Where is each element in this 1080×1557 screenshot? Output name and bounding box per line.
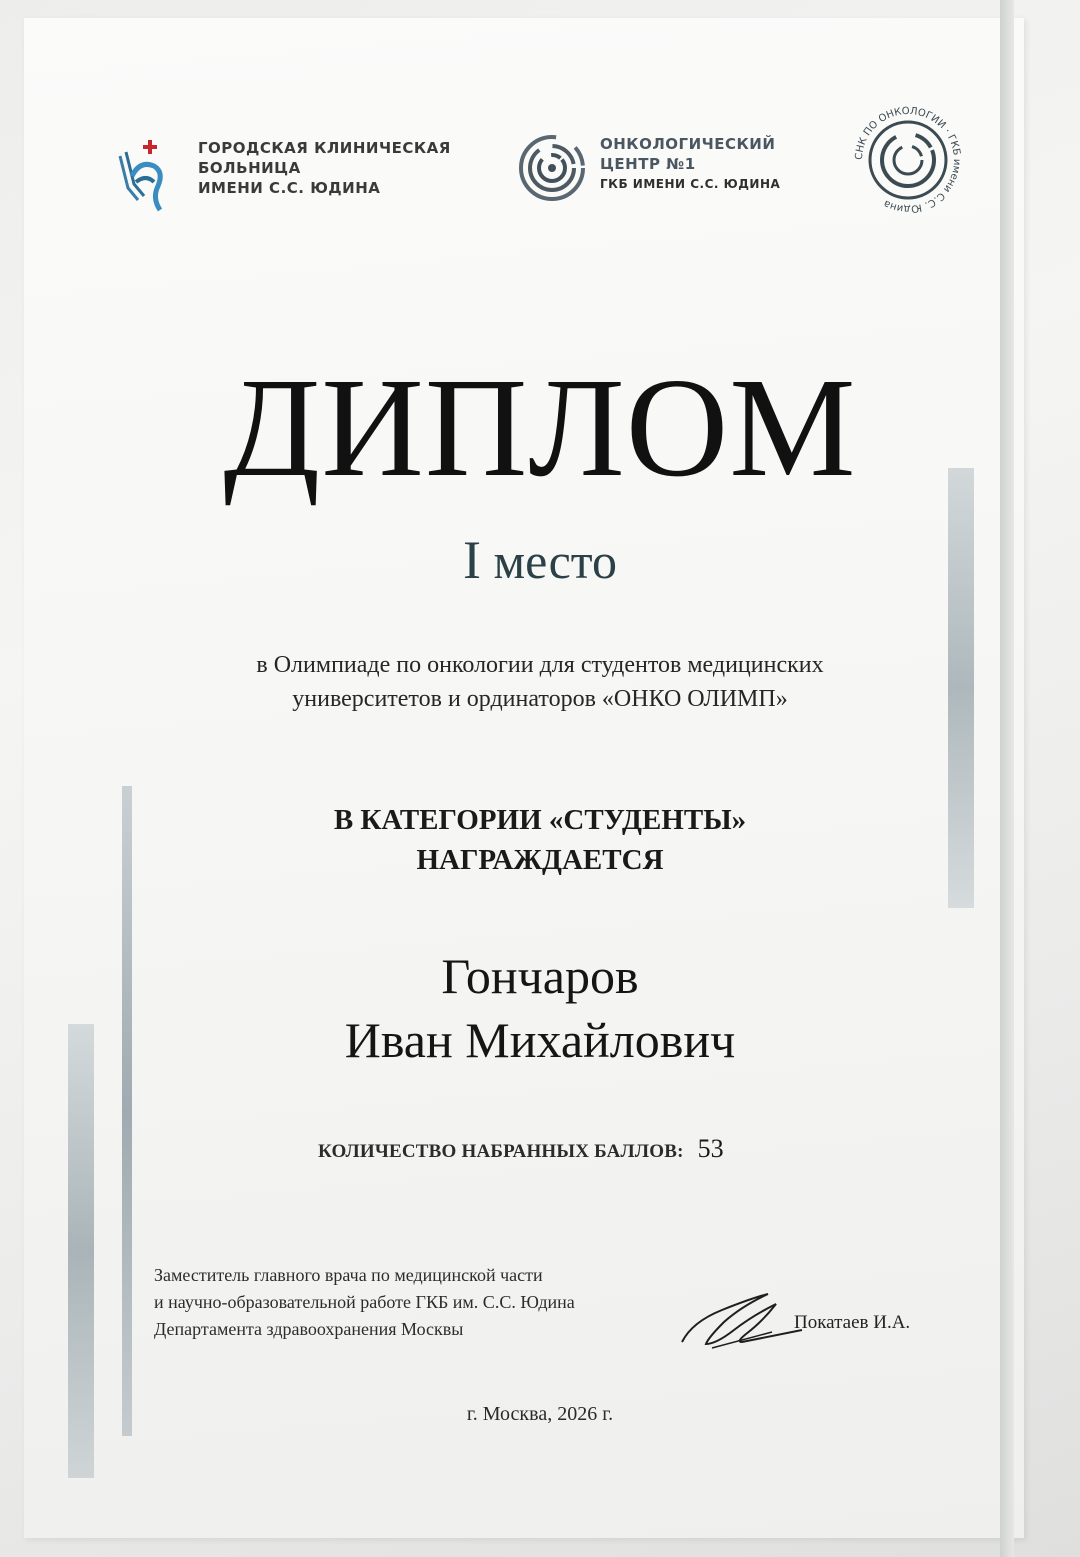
recipient-given-names: Иван Михайлович: [344, 1012, 736, 1068]
place-word: место: [493, 533, 617, 589]
oncology-center-logo: [516, 128, 796, 218]
handwritten-signature: [672, 1282, 812, 1362]
circular-seal-icon: [848, 100, 968, 220]
score-line: [318, 1134, 724, 1164]
oncology-center-line-2: ЦЕНТР №1: [600, 155, 696, 173]
score-label: КОЛИЧЕСТВО НАБРАННЫХ БАЛЛОВ:: [318, 1141, 684, 1162]
position-line-3: Департамента здравоохранения Москвы: [154, 1319, 464, 1339]
hands-cross-icon: [114, 130, 174, 214]
hospital-logo: [114, 130, 474, 220]
concentric-rings-icon: [516, 132, 588, 204]
place-and-date: г. Москва, 2026 г.: [466, 1403, 614, 1425]
hospital-name-line-3: ИМЕНИ С.С. ЮДИНА: [198, 179, 381, 197]
oncology-center-line-3: ГКБ ИМЕНИ С.С. ЮДИНА: [600, 177, 781, 191]
recipient-name: [0, 944, 1080, 1072]
place-numeral: I: [463, 530, 481, 590]
recipient-surname: Гончаров: [441, 948, 639, 1004]
decorative-stripe-left-tall: [122, 786, 132, 1436]
award-description: [0, 648, 1080, 716]
snk-seal-logo: [848, 100, 968, 220]
place-heading: [0, 530, 1080, 591]
description-line-2: университетов и ординаторов «ОНКО ОЛИМП»: [292, 686, 788, 712]
oncology-center-line-1: ОНКОЛОГИЧЕСКИЙ: [600, 135, 776, 153]
category-line-2: НАГРАЖДАЕТСЯ: [416, 844, 664, 876]
score-value: 53: [697, 1134, 724, 1163]
signatory-position: [154, 1262, 575, 1343]
category-line-1: В КАТЕГОРИИ «СТУДЕНТЫ»: [333, 804, 747, 836]
diploma-title: ДИПЛОМ: [223, 348, 857, 506]
signer-name: Покатаев И.А.: [794, 1312, 911, 1333]
position-line-1: Заместитель главного врача по медицинской части: [154, 1265, 543, 1285]
hospital-name-line-2: БОЛЬНИЦА: [198, 159, 301, 177]
position-line-2: и научно-образовательной работе ГКБ им. С.С. Юдина: [154, 1292, 575, 1312]
page-edge: [1000, 0, 1014, 1557]
description-line-1: в Олимпиаде по онкологии для студентов медицинских: [256, 652, 824, 678]
seal-ring-text: СНК ПО ОНКОЛОГИИ · ГКБ имени С.С. Юдина: [853, 105, 963, 215]
award-category: [0, 800, 1080, 880]
hospital-name-line-1: ГОРОДСКАЯ КЛИНИЧЕСКАЯ: [198, 139, 451, 157]
